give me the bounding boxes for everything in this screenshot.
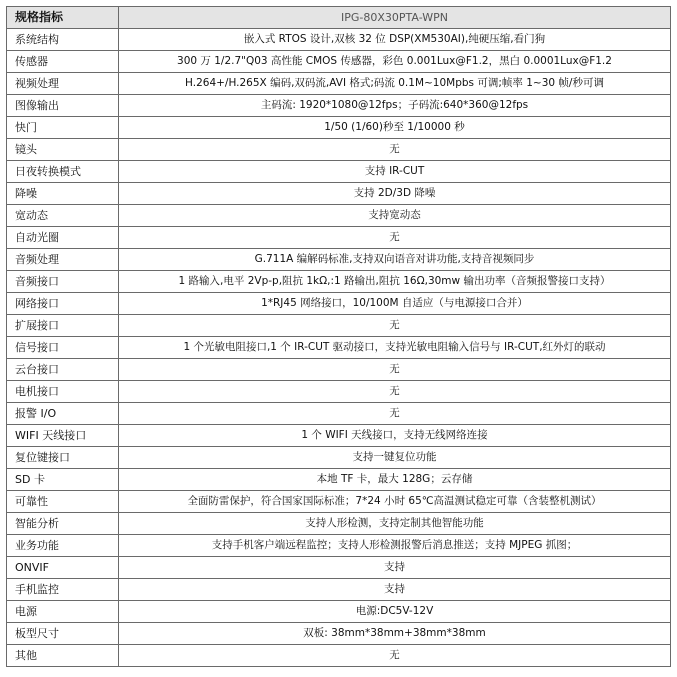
spec-value: 300 万 1/2.7"Q03 高性能 CMOS 传感器，彩色 0.001Lux@F1.2，黑白 0.0001Lux@F1.2 <box>119 51 671 73</box>
table-row <box>7 645 671 667</box>
spec-value: H.264+/H.265X 编码,双码流,AVI 格式;码流 0.1M~10Mpbs 可调;帧率 1~30 帧/秒可调 <box>119 73 671 95</box>
spec-value: 嵌入式 RTOS 设计,双核 32 位 DSP(XM530AI),纯硬压缩,看门狗 <box>119 29 671 51</box>
table-row <box>7 623 671 645</box>
spec-name: 可靠性 <box>7 491 119 513</box>
spec-name: 日夜转换模式 <box>7 161 119 183</box>
table-row <box>7 205 671 227</box>
spec-name: 宽动态 <box>7 205 119 227</box>
spec-value: 支持 <box>119 557 671 579</box>
spec-value: 全面防雷保护，符合国家国际标准；7*24 小时 65℃高温测试稳定可靠（含装整机测试） <box>119 491 671 513</box>
spec-name: 系统结构 <box>7 29 119 51</box>
table-row <box>7 51 671 73</box>
header-model: IPG-80X30PTA-WPN <box>119 7 671 29</box>
spec-value: G.711A 编解码标准,支持双向语音对讲功能,支持音视频同步 <box>119 249 671 271</box>
spec-name: 自动光圈 <box>7 227 119 249</box>
spec-table <box>6 6 671 667</box>
table-row <box>7 249 671 271</box>
spec-value: 1 个光敏电阻接口,1 个 IR-CUT 驱动接口，支持光敏电阻输入信号与 IR-CUT,红外灯的联动 <box>119 337 671 359</box>
table-row <box>7 535 671 557</box>
table-row <box>7 29 671 51</box>
spec-value: 支持人形检测，支持定制其他智能功能 <box>119 513 671 535</box>
spec-value: 无 <box>119 403 671 425</box>
table-row <box>7 557 671 579</box>
spec-value: 支持手机客户端远程监控；支持人形检测报警后消息推送；支持 MJPEG 抓图； <box>119 535 671 557</box>
table-row <box>7 403 671 425</box>
table-row <box>7 271 671 293</box>
spec-value: 1*RJ45 网络接口，10/100M 自适应（与电源接口合并） <box>119 293 671 315</box>
spec-value: 支持 IR-CUT <box>119 161 671 183</box>
spec-name: 复位键接口 <box>7 447 119 469</box>
spec-value: 双板: 38mm*38mm+38mm*38mm <box>119 623 671 645</box>
spec-value: 支持 <box>119 579 671 601</box>
spec-name: 镜头 <box>7 139 119 161</box>
spec-value: 无 <box>119 139 671 161</box>
spec-value: 本地 TF 卡，最大 128G；云存储 <box>119 469 671 491</box>
spec-name: 扩展接口 <box>7 315 119 337</box>
spec-name: WIFI 天线接口 <box>7 425 119 447</box>
spec-name: 音频处理 <box>7 249 119 271</box>
spec-name: 板型尺寸 <box>7 623 119 645</box>
spec-name: 电源 <box>7 601 119 623</box>
spec-value: 1 个 WIFI 天线接口，支持无线网络连接 <box>119 425 671 447</box>
table-row <box>7 491 671 513</box>
spec-value: 无 <box>119 227 671 249</box>
spec-value: 支持 2D/3D 降噪 <box>119 183 671 205</box>
spec-table-header <box>7 7 671 29</box>
spec-name: ONVIF <box>7 557 119 579</box>
spec-table-body <box>7 29 671 667</box>
spec-name: 其他 <box>7 645 119 667</box>
table-row <box>7 227 671 249</box>
table-row <box>7 601 671 623</box>
spec-name: 视频处理 <box>7 73 119 95</box>
spec-name: 传感器 <box>7 51 119 73</box>
table-row <box>7 293 671 315</box>
spec-value: 支持宽动态 <box>119 205 671 227</box>
table-row <box>7 337 671 359</box>
spec-name: 智能分析 <box>7 513 119 535</box>
spec-value: 无 <box>119 645 671 667</box>
spec-value: 1/50 (1/60)秒至 1/10000 秒 <box>119 117 671 139</box>
header-label: 规格指标 <box>7 7 119 29</box>
spec-value: 支持一键复位功能 <box>119 447 671 469</box>
table-row <box>7 359 671 381</box>
spec-value: 无 <box>119 359 671 381</box>
table-row <box>7 425 671 447</box>
spec-name: 信号接口 <box>7 337 119 359</box>
table-row <box>7 381 671 403</box>
table-row <box>7 117 671 139</box>
spec-name: 降噪 <box>7 183 119 205</box>
spec-name: SD 卡 <box>7 469 119 491</box>
spec-name: 网络接口 <box>7 293 119 315</box>
table-row <box>7 95 671 117</box>
spec-name: 图像输出 <box>7 95 119 117</box>
spec-name: 云台接口 <box>7 359 119 381</box>
spec-value: 主码流: 1920*1080@12fps；子码流:640*360@12fps <box>119 95 671 117</box>
spec-name: 快门 <box>7 117 119 139</box>
spec-value: 电源:DC5V-12V <box>119 601 671 623</box>
spec-name: 手机监控 <box>7 579 119 601</box>
table-row <box>7 73 671 95</box>
table-row <box>7 315 671 337</box>
table-row <box>7 161 671 183</box>
spec-name: 报警 I/O <box>7 403 119 425</box>
spec-name: 业务功能 <box>7 535 119 557</box>
spec-name: 音频接口 <box>7 271 119 293</box>
table-row <box>7 139 671 161</box>
spec-value: 1 路输入,电平 2Vp-p,阻抗 1kΩ,:1 路输出,阻抗 16Ω,30mw 输出功率（音频报警接口支持） <box>119 271 671 293</box>
spec-name: 电机接口 <box>7 381 119 403</box>
table-row <box>7 513 671 535</box>
table-row <box>7 579 671 601</box>
spec-value: 无 <box>119 381 671 403</box>
table-row <box>7 183 671 205</box>
table-row <box>7 469 671 491</box>
table-row <box>7 447 671 469</box>
spec-value: 无 <box>119 315 671 337</box>
header-row <box>7 7 671 29</box>
